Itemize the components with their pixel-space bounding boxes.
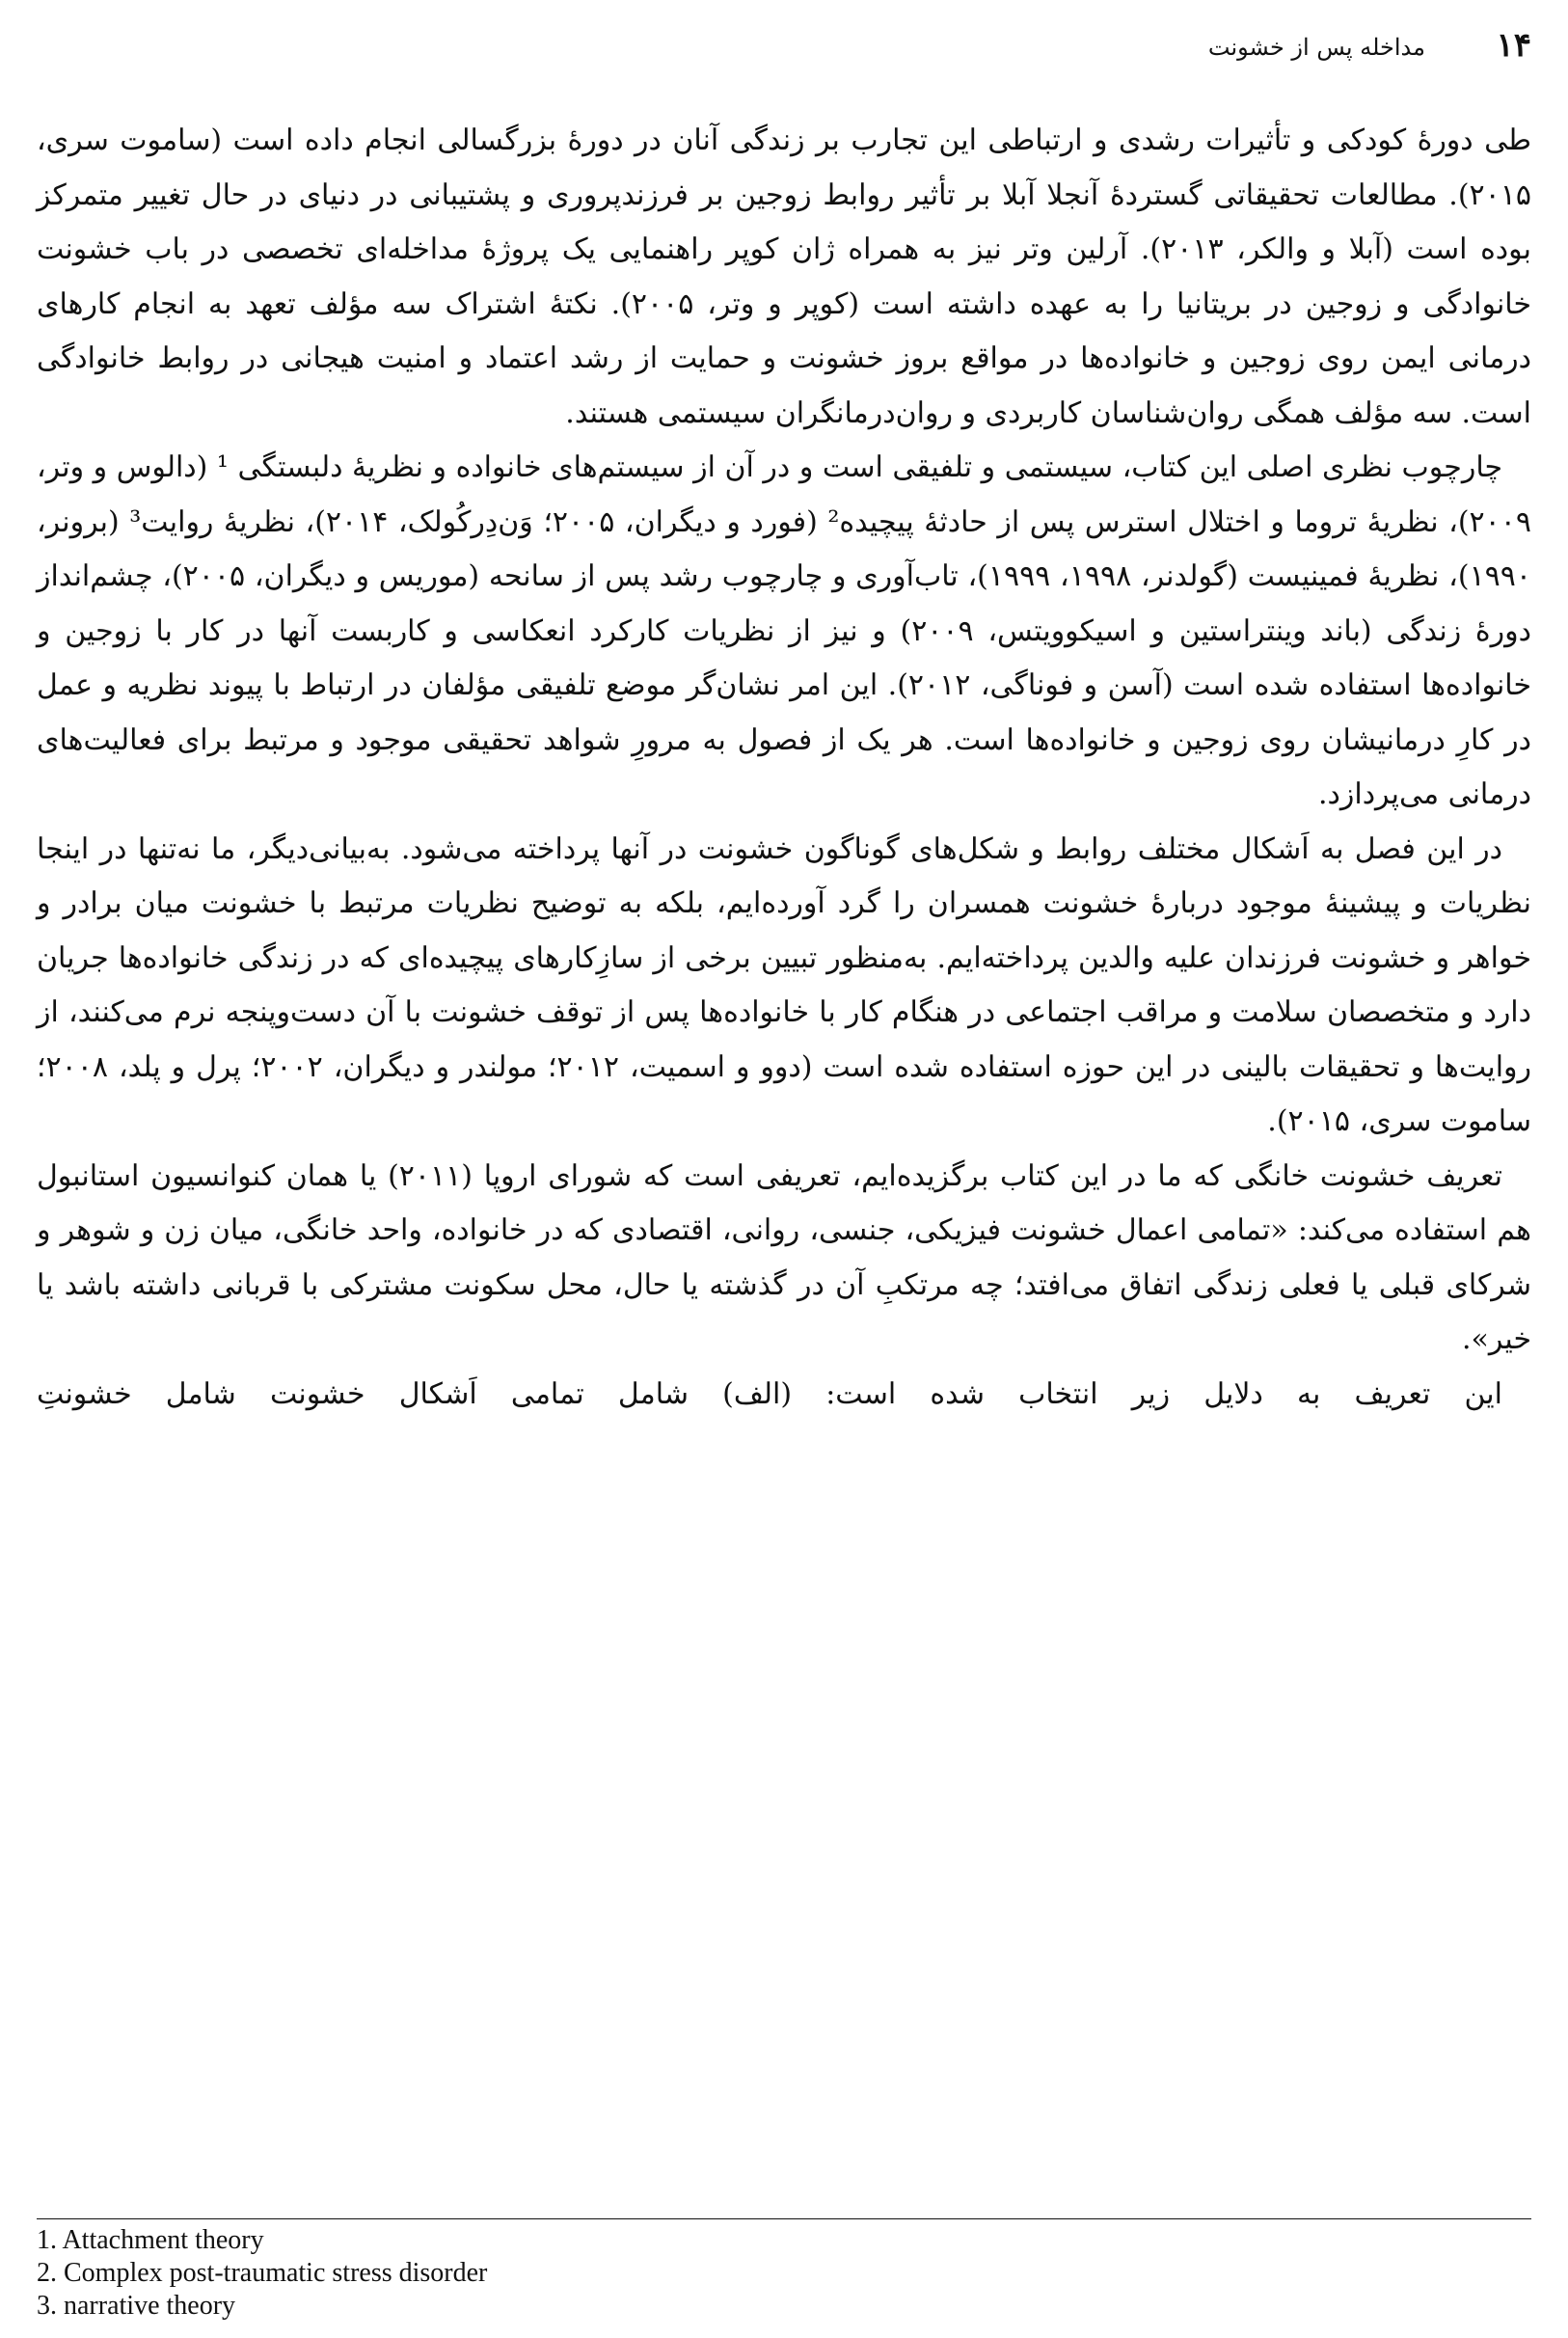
body-text	[37, 114, 1531, 1422]
paragraph-reasons: این تعریف به دلایل زیر انتخاب شده است: (الف) شامل تمامی اَشکال خشونت شامل خشونتِ	[37, 1376, 1502, 1411]
page-number: ۱۴	[1496, 26, 1531, 65]
paragraph-continued: طی دورهٔ کودکی و تأثیرات رشدی و ارتباطی این تجارب بر زندگی آنان در دورهٔ بزرگسالی انجام داده است (ساموت سری، ۲۰۱۵). مطالعات تحقیقاتی گستردهٔ آنجلا آبلا بر تأثیر روابط زوجین بر فرزندپروری و پشتیبانی در دنیای در حال تغییر متمرکز بوده است (آبلا و والکر، ۲۰۱۳). آرلین وتر نیز به همراه ژان کوپر راهنمایی یک پروژهٔ مداخله‌ای تخصصی در باب خشونت خانوادگی و زوجین در بریتانیا را به عهده داشته است (کوپر و وتر، ۲۰۰۵). نکتهٔ اشتراک سه مؤلف تعهد به انجام کارهای درمانی ایمن روی زوجین و خانواده‌ها در مواقع بروز خشونت و حمایت از رشد اعتماد و امنیت هیجانی در روابط خانوادگی است. سه مؤلف همگی روان‌شناسان کاربردی و روان‌درمانگران سیستمی هستند.	[37, 123, 1531, 430]
footnote-2: 2. Complex post-traumatic stress disorder	[37, 2258, 488, 2288]
paragraph-definition: تعریف خشونت خانگی که ما در این کتاب برگزیده‌ایم، تعریفی است که شورای اروپا (۲۰۱۱) یا همان کنوانسیون استانبول هم استفاده می‌کند: «تمامی اعمال خشونت فیزیکی، جنسی، روانی، اقتصادی که در خانواده، واحد خانگی، میان زن و شوهر و شرکای قبلی یا فعلی زندگی اتفاق می‌افتد؛ چه مرتکبِ آن در گذشته یا حال، محل سکونت مشترکی با قربانی داشته باشد یا خیر».	[37, 1158, 1531, 1356]
footnote-1: 1. Attachment theory	[37, 2225, 264, 2255]
footnote-divider	[37, 2218, 1531, 2219]
footnotes	[37, 2224, 487, 2323]
paragraph-forms-of-violence: در این فصل به اَشکال مختلف روابط و شکل‌های گوناگون خشونت در آنها پرداخته می‌شود. به‌بیانی‌دیگر، ما نه‌تنها در اینجا نظریات و پیشینهٔ موجود دربارهٔ خشونت همسران را گرد آورده‌ایم، بلکه به توضیح نظریات مرتبط با خشونت میان برادر و خواهر و خشونت فرزندان علیه والدین پرداخته‌ایم. به‌منظور تبیین برخی از سازِکارهای پیچیده‌ای که در زندگی خانواده‌ها جریان دارد و متخصصان سلامت و مراقب اجتماعی در هنگام کار با خانواده‌ها پس از توقف خشونت با آن دست‌وپنجه نرم می‌کنند، از روایت‌ها و تحقیقات بالینی در این حوزه استفاده شده است (دوو و اسمیت، ۲۰۱۲؛ مولندر و دیگران، ۲۰۰۲؛ پرل و پلد، ۲۰۰۸؛ ساموت سری، ۲۰۱۵).	[37, 831, 1531, 1138]
paragraph-theoretical-framework: چارچوب نظری اصلی این کتاب، سیستمی و تلفیقی است و در آن از سیستم‌های خانواده و نظریهٔ دلبستگی ¹ (دالوس و وتر، ۲۰۰۹)، نظریهٔ تروما و اختلال استرس پس از حادثهٔ پیچیده² (فورد و دیگران، ۲۰۰۵؛ وَن‌دِرکُولک، ۲۰۱۴)، نظریهٔ روایت³ (برونر، ۱۹۹۰)، نظریهٔ فمینیست (گولدنر، ۱۹۹۸، ۱۹۹۹)، تاب‌آوری و چارچوب رشد پس از سانحه (موریس و دیگران، ۲۰۰۵)، چشم‌انداز دورهٔ زندگی (باند وینتراستین و اسیکوویتس، ۲۰۰۹) و نیز از نظریات کارکرد انعکاسی و کاربست آنها در کار با زوجین و خانواده‌ها استفاده شده است (آسن و فوناگی، ۲۰۱۲). این امر نشان‌گر موضع تلفیقی مؤلفان در ارتباط با پیوند نظریه و عمل در کارِ درمانیشان روی زوجین و خانواده‌ها است. هر یک از فصول به مرورِ شواهد تحقیقی موجود و مرتبط برای فعالیت‌های درمانی می‌پردازد.	[37, 450, 1532, 811]
footnote-3: 3. narrative theory	[37, 2291, 236, 2321]
page-header	[37, 21, 1531, 69]
running-title: مداخله پس از خشونت	[1207, 34, 1425, 61]
